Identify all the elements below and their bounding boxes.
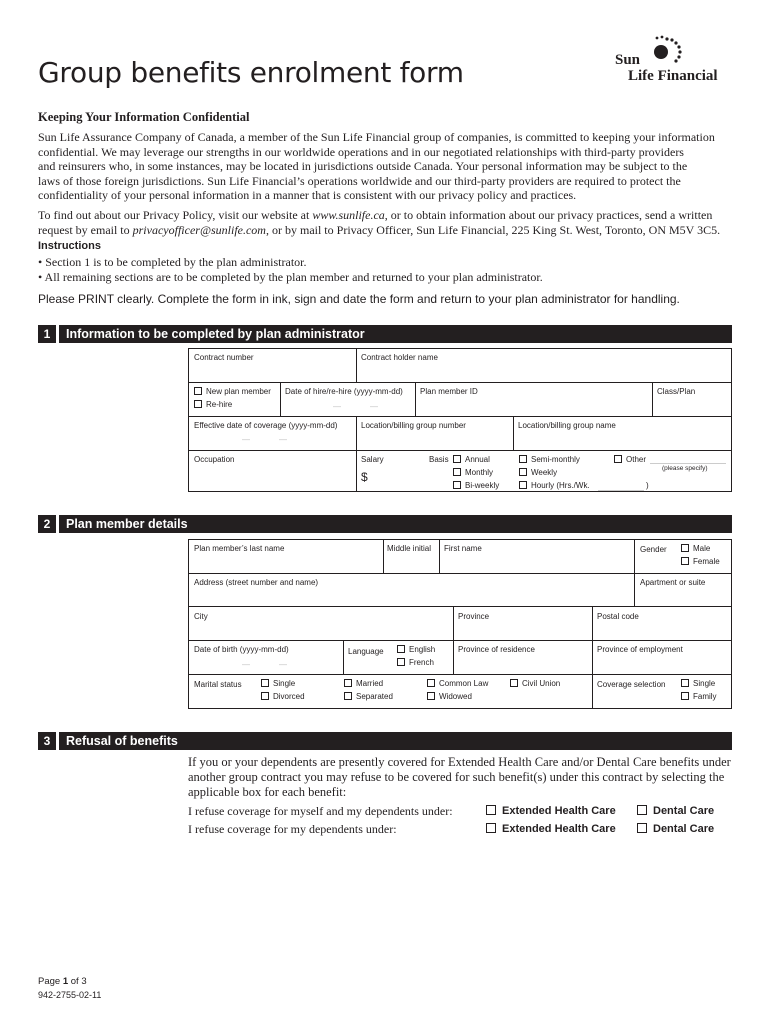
checkbox-icon[interactable]: [519, 455, 527, 463]
privacy-line: Sun Life Assurance Company of Canada, a member of the Sun Life Financial group of companies, is committed to keeping your information: [38, 130, 715, 144]
plan-member-id-field[interactable]: Plan member ID: [420, 387, 478, 396]
section-1-header: [38, 325, 732, 343]
page-number: [38, 976, 87, 987]
english-checkbox[interactable]: [397, 645, 435, 654]
page-title: Group benefits enrolment form: [38, 56, 464, 89]
checkbox-label: Single: [273, 679, 296, 688]
province-of-employment-field[interactable]: Province of employment: [597, 645, 683, 654]
class-plan-field[interactable]: Class/Plan: [657, 387, 696, 396]
instructions-heading: Instructions: [38, 240, 101, 252]
checkbox-icon[interactable]: [344, 692, 352, 700]
bi-weekly-checkbox[interactable]: [453, 481, 499, 490]
privacy-line: confidentiality of your personal information in a manner that is consistent with our privacy policy and practices.: [38, 188, 577, 202]
refusal-intro-line: If you or your dependents are presently covered for Extended Health Care and/or Dental Care benefits under: [188, 755, 731, 769]
website-link[interactable]: www.sunlife.ca: [312, 208, 385, 222]
checkbox-label: Civil Union: [522, 679, 561, 688]
checkbox-label: Extended Health Care: [502, 805, 616, 817]
province-field[interactable]: Province: [458, 612, 490, 621]
privacy-paragraph-2: [38, 208, 738, 237]
salary-field[interactable]: Salary: [361, 455, 384, 464]
date-separator: —: [279, 660, 287, 669]
annual-checkbox[interactable]: [453, 455, 490, 464]
section-title: Refusal of benefits: [66, 734, 178, 748]
semi-monthly-checkbox[interactable]: [519, 455, 580, 464]
hourly-checkbox[interactable]: [519, 481, 590, 490]
coverage-single-checkbox[interactable]: [681, 679, 715, 688]
checkbox-label: Married: [356, 679, 384, 688]
current-page: 1: [62, 976, 69, 987]
date-of-hire-field[interactable]: Date of hire/re-hire (yyyy-mm-dd): [285, 387, 403, 396]
date-of-birth-field[interactable]: Date of birth (yyyy-mm-dd): [194, 645, 289, 654]
checkbox-label: New plan member: [206, 387, 271, 396]
checkbox-label: Other: [626, 455, 647, 464]
form-code: 942-2755-02-11: [38, 990, 102, 1000]
checkbox-icon[interactable]: [637, 805, 647, 815]
checkbox-icon[interactable]: [510, 679, 518, 687]
checkbox-label: Widowed: [439, 692, 472, 701]
checkbox-label: Single: [693, 679, 716, 688]
checkbox-label: Semi-monthly: [531, 455, 580, 464]
refuse-dep-ehc-checkbox[interactable]: [486, 823, 616, 835]
refuse-dep-dental-checkbox[interactable]: [637, 823, 714, 835]
checkbox-label: Divorced: [273, 692, 305, 701]
occupation-field[interactable]: Occupation: [194, 455, 235, 464]
section-title: Information to be completed by plan administrator: [66, 327, 365, 341]
coverage-family-checkbox[interactable]: [681, 692, 717, 701]
checkbox-icon[interactable]: [344, 679, 352, 687]
checkbox-icon[interactable]: [427, 692, 435, 700]
contract-holder-name-field[interactable]: Contract holder name: [361, 353, 438, 362]
sun-icon: [647, 34, 687, 68]
common-law-checkbox[interactable]: [427, 679, 488, 688]
instruction-bullet-2: • All remaining sections are to be completed by the plan member and returned to your plan administrator.: [38, 270, 543, 284]
checkbox-label: French: [409, 658, 434, 667]
checkbox-label: Male: [693, 544, 711, 553]
contract-number-field[interactable]: Contract number: [194, 353, 254, 362]
weekly-checkbox[interactable]: [519, 468, 557, 477]
new-plan-member-checkbox[interactable]: [194, 387, 271, 396]
checkbox-icon[interactable]: [681, 544, 689, 552]
checkbox-icon[interactable]: [486, 823, 496, 833]
checkbox-icon[interactable]: [637, 823, 647, 833]
date-separator: —: [370, 402, 378, 411]
hourly-close-paren: ): [646, 481, 649, 490]
basis-label: Basis: [429, 455, 449, 464]
checkbox-icon[interactable]: [681, 692, 689, 700]
refuse-self-dental-checkbox[interactable]: [637, 805, 714, 817]
please-specify-label: (please specify): [662, 465, 708, 472]
civil-union-checkbox[interactable]: [510, 679, 560, 688]
location-billing-name-field[interactable]: Location/billing group name: [518, 421, 616, 430]
marital-status-label: Marital status: [194, 680, 242, 689]
coverage-selection-label: Coverage selection: [597, 680, 666, 689]
date-separator: —: [242, 660, 250, 669]
checkbox-icon[interactable]: [453, 455, 461, 463]
separated-checkbox[interactable]: [344, 692, 393, 701]
checkbox-icon[interactable]: [453, 481, 461, 489]
instruction-bullet-1: • Section 1 is to be completed by the plan administrator.: [38, 255, 307, 269]
sun-life-logo: [615, 40, 735, 90]
divorced-checkbox[interactable]: [261, 692, 305, 701]
checkbox-icon[interactable]: [194, 387, 202, 395]
other-specify-line[interactable]: [650, 463, 726, 464]
widowed-checkbox[interactable]: [427, 692, 472, 701]
privacy-paragraph-1: [38, 130, 738, 203]
checkbox-label: Hourly (Hrs./Wk.: [531, 481, 590, 490]
checkbox-label: Dental Care: [653, 805, 715, 817]
refusal-intro-line: another group contract you may refuse to be covered for such benefit(s) under this contract by selecting the: [188, 770, 725, 784]
location-billing-number-field[interactable]: Location/billing group number: [361, 421, 466, 430]
logo-text-life-financial: Life Financial: [628, 68, 718, 84]
checkbox-icon[interactable]: [261, 692, 269, 700]
first-name-field[interactable]: First name: [444, 544, 482, 553]
checkbox-icon[interactable]: [397, 658, 405, 666]
last-name-field[interactable]: Plan member’s last name: [194, 544, 285, 553]
text: , or by mail to Privacy Officer, Sun Life Financial, 225 King St. West, Toronto, ON M5V 3C5.: [265, 222, 721, 237]
text: of 3: [68, 976, 87, 987]
checkbox-label: Separated: [356, 692, 393, 701]
logo-text-sun: Sun: [615, 52, 641, 68]
refuse-self-label: I refuse coverage for myself and my dependents under:: [188, 804, 453, 818]
privacy-line: and reinsurers who, in some instances, may be located in jurisdictions outside Canada. Your personal information may be subject to the: [38, 159, 688, 173]
checkbox-icon[interactable]: [397, 645, 405, 653]
checkbox-label: Re-hire: [206, 400, 233, 409]
section-title: Plan member details: [66, 517, 188, 531]
date-separator: —: [242, 435, 250, 444]
re-hire-checkbox[interactable]: [194, 400, 232, 409]
privacy-heading: Keeping Your Information Confidential: [38, 110, 250, 124]
gender-label: Gender: [640, 545, 667, 554]
print-note: Please PRINT clearly. Complete the form in ink, sign and date the form and return to your plan administrator for handling.: [38, 292, 680, 306]
checkbox-icon[interactable]: [681, 679, 689, 687]
male-checkbox[interactable]: [681, 544, 710, 553]
text: request by email to: [38, 222, 133, 237]
checkbox-label: Common Law: [439, 679, 489, 688]
checkbox-icon[interactable]: [681, 557, 689, 565]
refuse-dependents-label: I refuse coverage for my dependents under:: [188, 822, 397, 836]
refusal-intro: [188, 755, 733, 800]
text: , or to obtain information about our privacy practices, send a written: [384, 208, 713, 222]
section-number: 3: [38, 732, 56, 750]
refusal-intro-line: applicable box for each benefit:: [188, 785, 347, 799]
female-checkbox[interactable]: [681, 557, 720, 566]
email-link[interactable]: privacyofficer@sunlife.com: [132, 222, 266, 237]
effective-date-field[interactable]: Effective date of coverage (yyyy-mm-dd): [194, 421, 338, 430]
section-number: 1: [38, 325, 56, 343]
checkbox-icon[interactable]: [486, 805, 496, 815]
single-checkbox[interactable]: [261, 679, 295, 688]
checkbox-icon[interactable]: [453, 468, 461, 476]
refuse-self-ehc-checkbox[interactable]: [486, 805, 616, 817]
text: Page: [38, 976, 63, 987]
married-checkbox[interactable]: [344, 679, 383, 688]
checkbox-label: Annual: [465, 455, 490, 464]
french-checkbox[interactable]: [397, 658, 434, 667]
checkbox-icon[interactable]: [261, 679, 269, 687]
text: To find out about our Privacy Policy, visit our website at: [38, 208, 313, 222]
middle-initial-field[interactable]: Middle initial: [387, 544, 432, 553]
checkbox-label: Female: [693, 557, 720, 566]
section-2-header: [38, 515, 732, 533]
city-field[interactable]: City: [194, 612, 208, 621]
checkbox-label: Extended Health Care: [502, 823, 616, 835]
checkbox-icon[interactable]: [427, 679, 435, 687]
postal-code-field[interactable]: Postal code: [597, 612, 639, 621]
checkbox-label: Family: [693, 692, 717, 701]
checkbox-icon[interactable]: [194, 400, 202, 408]
checkbox-label: Dental Care: [653, 823, 715, 835]
date-separator: —: [279, 435, 287, 444]
checkbox-label: Monthly: [465, 468, 494, 477]
checkbox-icon[interactable]: [614, 455, 622, 463]
checkbox-label: English: [409, 645, 436, 654]
privacy-line: laws of those foreign jurisdictions. Sun Life Financial’s operations worldwide and our third-party providers are required to protect the: [38, 173, 681, 188]
section-number: 2: [38, 515, 56, 533]
other-checkbox[interactable]: [614, 455, 646, 464]
checkbox-label: Bi-weekly: [465, 481, 500, 490]
address-field[interactable]: Address (street number and name): [194, 578, 319, 587]
section-3-header: [38, 732, 732, 750]
apartment-field[interactable]: Apartment or suite: [640, 578, 706, 587]
date-separator: —: [333, 402, 341, 411]
salary-dollar-sign: $: [361, 470, 368, 484]
language-label: Language: [348, 647, 384, 656]
monthly-checkbox[interactable]: [453, 468, 493, 477]
privacy-line: confidential. We may leverage our strengths in our worldwide operations and in our negotiated relationships with third-party providers: [38, 144, 684, 159]
checkbox-label: Weekly: [531, 468, 558, 477]
checkbox-icon[interactable]: [519, 481, 527, 489]
province-of-residence-field[interactable]: Province of residence: [458, 645, 535, 654]
checkbox-icon[interactable]: [519, 468, 527, 476]
